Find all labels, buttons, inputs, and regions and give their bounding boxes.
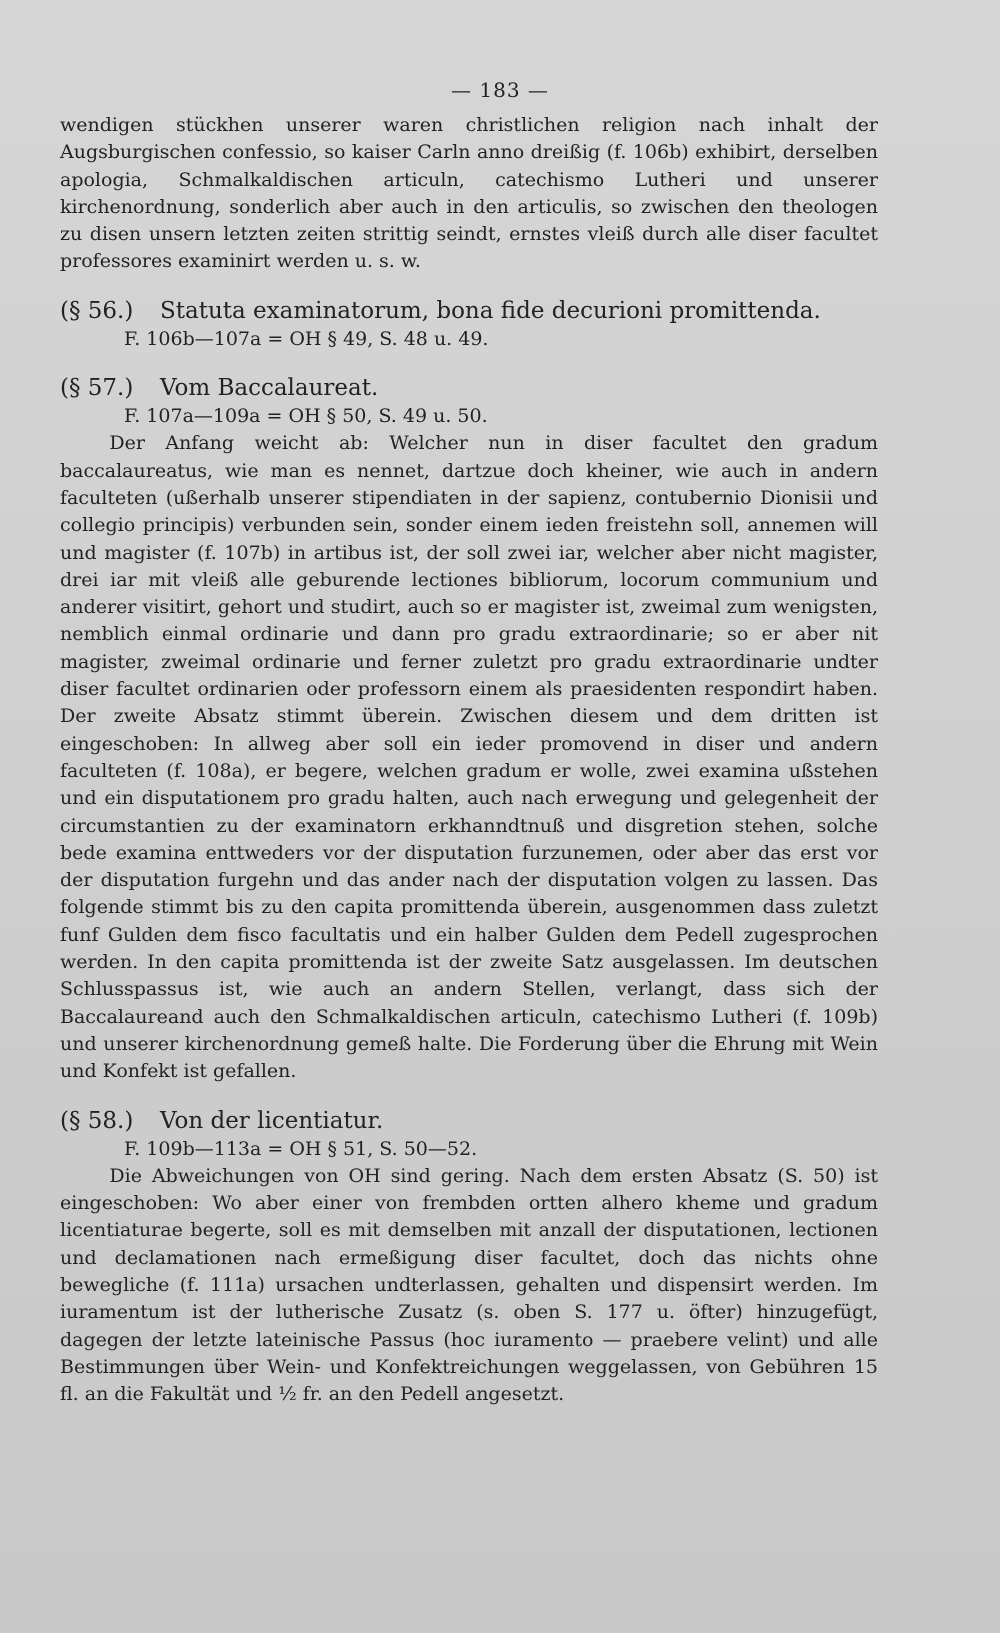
section-56-heading — [60, 296, 878, 326]
section-57-number: (§ 57.) — [60, 375, 134, 402]
section-57-reference: F. 107a—109a = OH § 50, S. 49 u. 50. — [124, 405, 488, 428]
section-57-heading — [60, 373, 878, 403]
section-56-number: (§ 56.) — [60, 297, 134, 324]
section-56-title: Statuta examinatorum, bona fide decurioni promittenda. — [160, 297, 821, 324]
section-56-reference: F. 106b—107a = OH § 49, S. 48 u. 49. — [124, 327, 489, 350]
section-58-reference: F. 109b—113a = OH § 51, S. 50—52. — [124, 1137, 478, 1160]
section-58-text: Die Abweichungen von OH sind gering. Nach dem ersten Absatz (S. 50) ist eingeschoben: Wo aber einer von frembden ortten alhero kheme und gradum licentiaturae begerte, soll es mit demselben mit anzall der disputationen, lectionen und declamationen nach ermeßigung diser facultet, doch das nichts ohne bewegliche (f. 111a) ursachen undterlassen, gehalten und dispensirt werden. Im iuramentum ist der lutherische Zusatz (s. oben S. 177 u. öfter) hinzugefügt, dagegen der letzte lateinische Passus (hoc iuramento — praebere velint) und alle Bestimmungen über Wein- und Konfektreichungen weggelassen, von Gebühren 15 fl. an die Fakultät und ½ fr. an den Pedell angesetzt. — [60, 1164, 878, 1406]
page-content — [60, 112, 878, 1408]
section-58-heading — [60, 1106, 878, 1136]
section-57-title: Vom Baccalaureat. — [160, 375, 379, 402]
page-number: — 183 — — [451, 78, 549, 102]
intro-paragraph: wendigen stückhen unserer waren christlichen religion nach inhalt der Augsburgischen confessio, so kaiser Carln anno dreißig (f. 106b) exhibirt, derselben apologia, Schmalkaldischen articuln, catechismo Lutheri und unserer kirchenordnung, sonderlich aber auch in den articulis, so zwischen den theologen zu disen unsern letzten zeiten strittig seindt, ernstes vleiß durch alle diser facultet professores examinirt werden u. s. w. — [60, 114, 878, 273]
section-58-number: (§ 58.) — [60, 1107, 134, 1134]
section-57-text: Der Anfang weicht ab: Welcher nun in diser facultet den gradum baccalaureatus, wie man es nennet, dartzue doch kheiner, wie auch in andern faculteten (ußerhalb unserer stipendiaten in der sapienz, contubernio Dionisii und collegio principis) verbunden sein, sonder einem ieden freistehn soll, annemen will und magister (f. 107b) in artibus ist, der soll zwei iar, welcher aber nicht magister, drei iar mit vleiß alle geburende lectiones bibliorum, locorum communium und anderer visitirt, gehort und studirt, auch so er magister ist, zweimal zum wenigsten, nemblich einmal ordinarie und dann pro gradu extraordinarie; so er aber nit magister, zweimal ordinarie und ferner zuletzt pro gradu extraordinarie undter diser facultet ordinarien oder professorn einem als praesidenten respondirt haben. Der zweite Absatz stimmt überein. Zwischen diesem und dem dritten ist eingeschoben: In allweg aber soll ein ieder promovend in diser und andern faculteten (f. 108a), er begere, welchen gradum er wolle, zwei examina ußstehen und ein disputationem pro gradu halten, auch nach erwegung und gelegenheit der circumstantien zu der examinatorn erkhanndtnuß und disgretion stehen, solche bede examina enttweders vor der disputation furzunemen, oder aber das erst vor der disputation furgehn und das ander nach der disputation volgen zu lassen. Das folgende stimmt bis zu den capita promittenda überein, ausgenommen dass zuletzt funf Gulden dem fisco facultatis und ein halber Gulden dem Pedell zugesprochen werden. In den capita promittenda ist der zweite Satz ausgelassen. Im deutschen Schlusspassus ist, wie auch an andern Stellen, verlangt, dass sich der Baccalaureand auch den Schmalkaldischen articuln, catechismo Lutheri (f. 109b) und unserer kirchenordnung gemeß halte. Die Forderung über die Ehrung mit Wein und Konfekt ist gefallen. — [60, 432, 878, 1083]
section-58-title: Von der licentiatur. — [160, 1107, 384, 1134]
